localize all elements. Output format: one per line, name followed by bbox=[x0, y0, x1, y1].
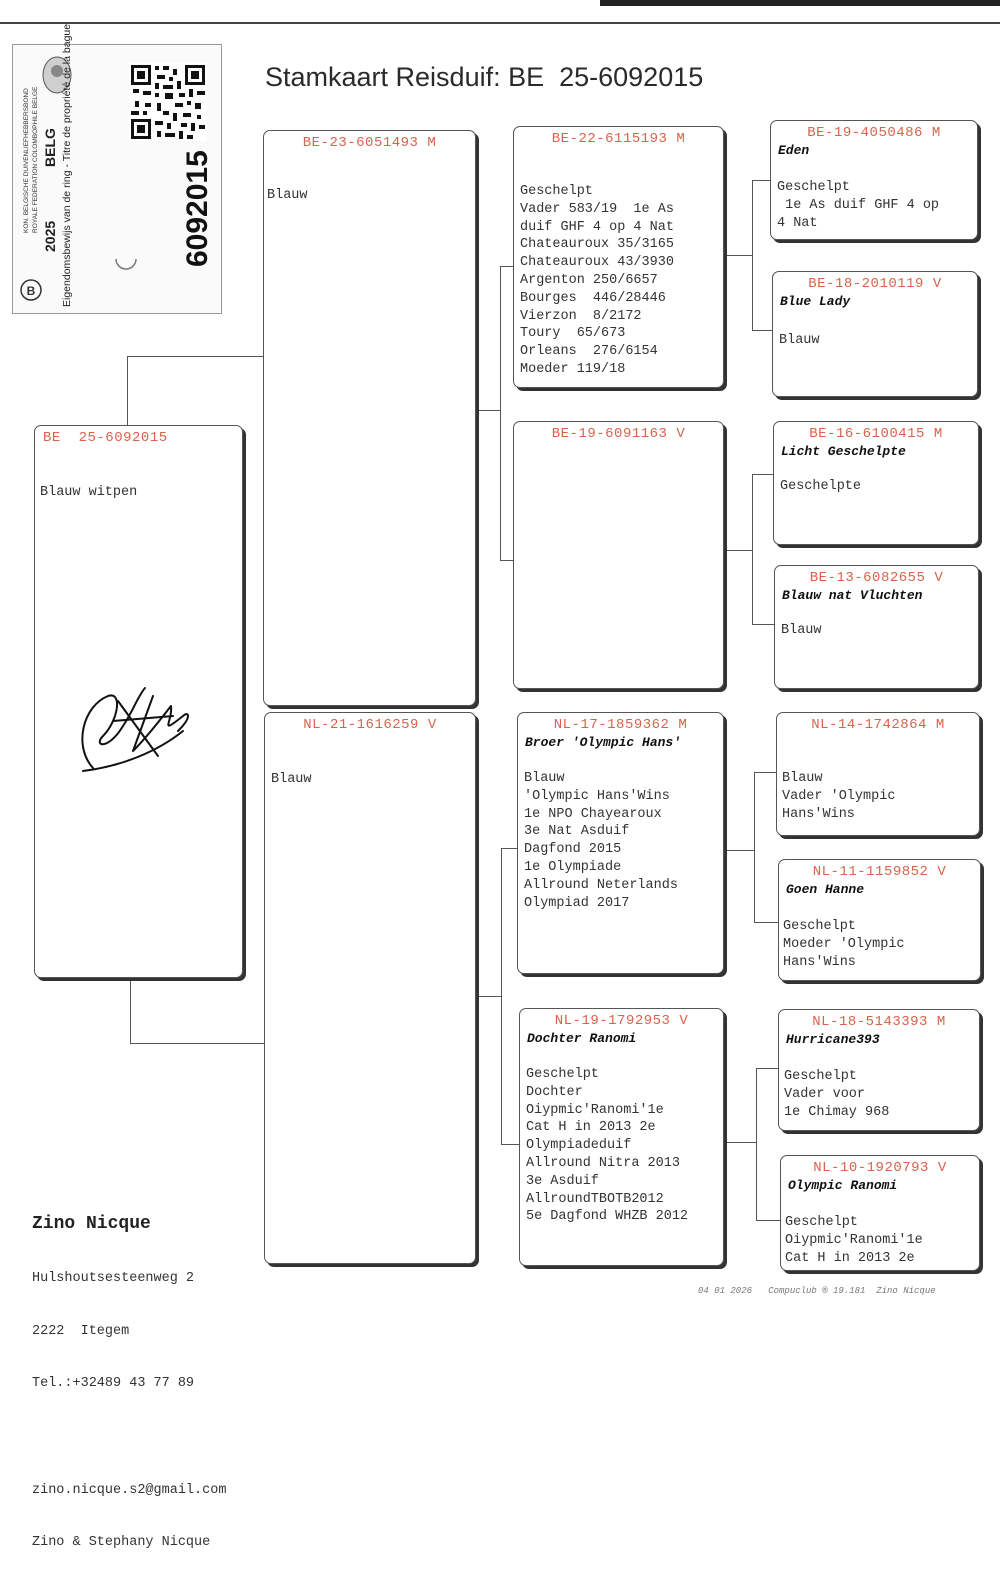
owner-city: 2222 Itegem bbox=[32, 1323, 130, 1339]
scan-top-line bbox=[0, 22, 1000, 24]
ggp-name: Blue Lady bbox=[780, 294, 851, 309]
ggp-info: Blauw Vader 'Olympic Hans'Wins bbox=[782, 771, 896, 822]
page-title: Stamkaart Reisduif: BE 25-6092015 bbox=[265, 62, 704, 92]
ggp-ring: NL-11-1159852 V bbox=[812, 864, 947, 880]
connector bbox=[500, 266, 501, 560]
grandparent-name: Dochter Ranomi bbox=[527, 1031, 637, 1046]
qr-code-icon bbox=[129, 63, 207, 141]
ggp-name: Blauw nat Vluchten bbox=[782, 588, 923, 603]
svg-text:B: B bbox=[26, 284, 36, 298]
connector bbox=[752, 624, 774, 625]
parent-ring: NL-21-1616259 V bbox=[303, 717, 437, 733]
connector bbox=[754, 922, 778, 923]
ring-ownership-card bbox=[12, 23, 222, 314]
ring-slot-icon bbox=[114, 253, 138, 277]
great-grandparent-card bbox=[780, 1155, 980, 1271]
connector bbox=[127, 356, 265, 357]
grandparent-card bbox=[519, 1008, 724, 1266]
ggp-name: Licht Geschelpte bbox=[781, 444, 906, 459]
ggp-name: Hurricane393 bbox=[786, 1032, 880, 1047]
label-org-fr: ROYALE FEDERATION COLOMBOPHILE BELGE bbox=[32, 86, 39, 233]
connector bbox=[724, 1142, 756, 1143]
great-grandparent-card bbox=[774, 565, 979, 689]
label-ownership-text: Eigendomsbewijs van de ring - Titre de propriété de la bague bbox=[61, 23, 73, 307]
pigeon-card bbox=[34, 425, 243, 978]
ggp-ring: NL-18-5143393 M bbox=[812, 1014, 946, 1030]
connector bbox=[476, 410, 500, 411]
connector bbox=[756, 1068, 778, 1069]
connector bbox=[501, 848, 518, 849]
great-grandparent-card bbox=[773, 421, 979, 545]
parent-info: Blauw bbox=[271, 772, 312, 787]
parent-card-sire bbox=[263, 130, 476, 706]
grandparent-ring: BE-19-6091163 V bbox=[551, 426, 686, 442]
ggp-ring: BE-13-6082655 V bbox=[809, 570, 944, 586]
connector bbox=[752, 330, 772, 331]
owner-email: zino.nicque.s2@gmail.com bbox=[32, 1482, 227, 1498]
great-grandparent-card bbox=[770, 120, 978, 240]
parent-ring: BE-23-6051493 M bbox=[302, 135, 437, 151]
ggp-info: Geschelpt 1e As duif GHF 4 op 4 Nat bbox=[777, 180, 940, 231]
label-year: 2025 bbox=[42, 220, 58, 252]
connector bbox=[476, 996, 501, 997]
connector bbox=[500, 266, 514, 267]
great-grandparent-card bbox=[776, 712, 980, 836]
owner-phone: Tel.:+32489 43 77 89 bbox=[32, 1376, 195, 1391]
ggp-info: Geschelpt Vader voor 1e Chimay 968 bbox=[784, 1069, 890, 1120]
ggp-info: Blauw bbox=[781, 623, 822, 638]
ggp-info: Geschelpt Oiypmic'Ranomi'1e Cat H in 2013 2e bbox=[785, 1215, 923, 1266]
great-grandparent-card bbox=[778, 1009, 980, 1131]
grandparent-info: Geschelpt Dochter Oiypmic'Ranomi'1e Cat H in 2013 2e Olympiadeduif Allround Nitra 2013 3e Asduif AllroundTBOTB2012 5e Dagfond WHZB 2012 bbox=[526, 1067, 689, 1225]
grandparent-info: Geschelpt Vader 583/19 1e As duif GHF 4 op 4 Nat Chateauroux 35/3165 Chateauroux 43/3930 Argenton 250/6657 Bourges 446/28446 Vierzon 8/2172 Toury 65/673 Orleans 276/6154 Moeder 119/18 bbox=[520, 184, 674, 377]
owner-names: Zino & Stephany Nicque bbox=[32, 1535, 211, 1550]
ggp-info: Geschelpte bbox=[780, 479, 862, 494]
owner-name: Zino Nicque bbox=[32, 1214, 151, 1234]
connector bbox=[754, 772, 776, 773]
ggp-ring: BE-16-6100415 M bbox=[809, 426, 943, 442]
grandparent-ring: NL-19-1792953 V bbox=[554, 1013, 689, 1029]
grandparent-ring: NL-17-1859362 M bbox=[553, 717, 688, 733]
connector bbox=[752, 180, 770, 181]
ggp-name: Eden bbox=[778, 143, 810, 158]
connector bbox=[756, 1068, 757, 1220]
great-grandparent-card bbox=[772, 271, 978, 397]
grandparent-info: Blauw 'Olympic Hans'Wins 1e NPO Chayearoux 3e Nat Asduif Dagfond 2015 1e Olympiade Allround Neterlands Olympiad 2017 bbox=[524, 771, 678, 911]
label-country: BELG bbox=[42, 128, 58, 167]
ggp-info: Geschelpt Moeder 'Olympic Hans'Wins bbox=[783, 919, 905, 970]
great-grandparent-card bbox=[778, 859, 981, 981]
connector bbox=[127, 356, 128, 428]
connector bbox=[724, 550, 752, 551]
grandparent-card bbox=[517, 712, 724, 974]
owner-block bbox=[32, 1178, 226, 1569]
connector bbox=[501, 848, 502, 1144]
grandparent-ring: BE-22-6115193 M bbox=[551, 131, 686, 147]
connector bbox=[130, 979, 131, 1043]
owner-address: Hulshoutsesteenweg 2 bbox=[32, 1271, 195, 1286]
signature-icon bbox=[63, 676, 203, 786]
connector bbox=[501, 1144, 520, 1145]
label-org-nl: KON. BELGISCHE DUIVENLIEFHEBBERSBOND bbox=[23, 88, 30, 233]
grandparent-card bbox=[513, 126, 724, 388]
footer-print-info: 04 01 2026 Compuclub ® 19.181 Zino Nicque bbox=[698, 1286, 936, 1296]
label-ring-number: 6092015 bbox=[181, 150, 214, 267]
connector bbox=[754, 772, 755, 922]
ggp-name: Goen Hanne bbox=[786, 882, 865, 897]
crest-icon bbox=[19, 277, 43, 303]
parent-info: Blauw bbox=[267, 188, 308, 203]
connector bbox=[756, 1220, 780, 1221]
grandparent-card bbox=[513, 421, 724, 689]
ggp-name: Olympic Ranomi bbox=[788, 1178, 898, 1193]
connector bbox=[724, 255, 752, 256]
connector bbox=[130, 1043, 265, 1044]
scan-edge bbox=[600, 0, 1000, 6]
parent-card-dam bbox=[264, 712, 476, 1264]
pigeon-ring: BE 25-6092015 bbox=[43, 430, 168, 446]
ggp-ring: BE-19-4050486 M bbox=[807, 125, 941, 141]
connector bbox=[500, 560, 514, 561]
connector bbox=[752, 180, 753, 330]
ggp-ring: BE-18-2010119 V bbox=[808, 276, 942, 292]
ggp-ring: NL-14-1742864 M bbox=[811, 717, 945, 733]
connector bbox=[752, 474, 773, 475]
connector bbox=[752, 474, 753, 624]
ggp-ring: NL-10-1920793 V bbox=[813, 1160, 947, 1176]
pigeon-info: Blauw witpen bbox=[40, 485, 138, 500]
grandparent-name: Broer 'Olympic Hans' bbox=[525, 735, 682, 750]
connector bbox=[724, 850, 754, 851]
ggp-info: Blauw bbox=[779, 333, 820, 348]
